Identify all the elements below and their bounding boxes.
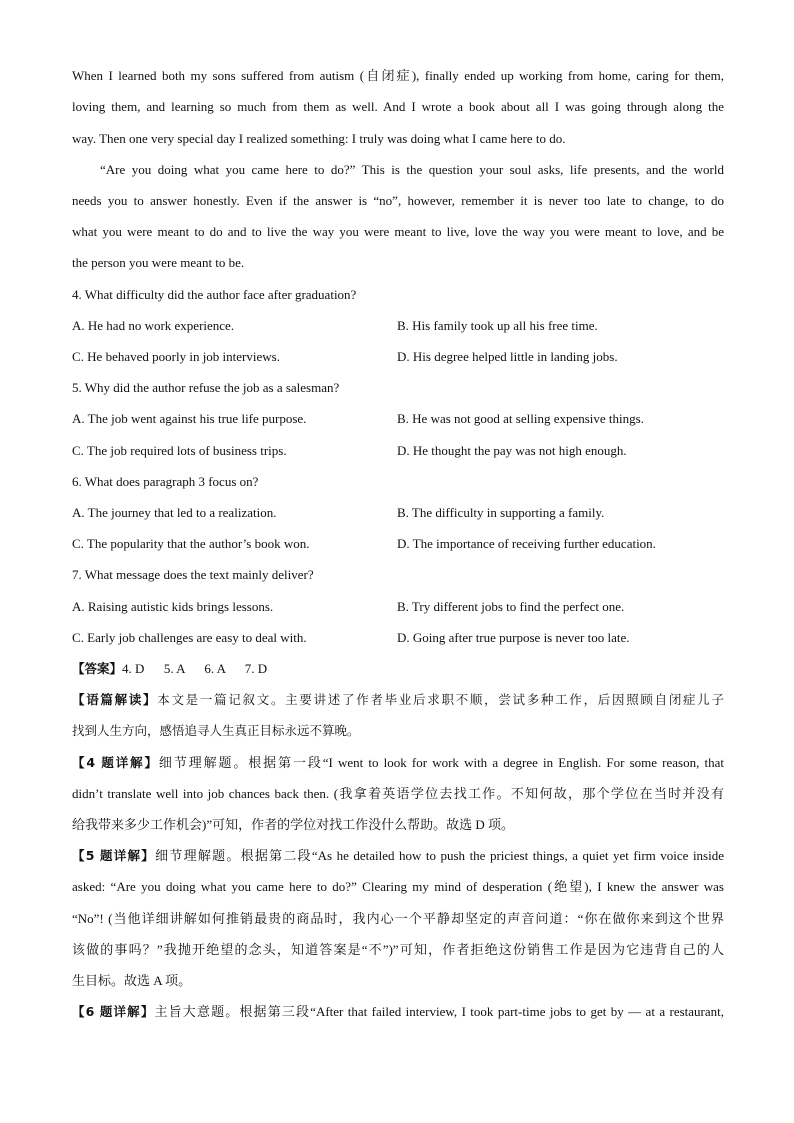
q4-text: 细节理解题。根据第一段“I went to look for work with a degree in English. For some reason, that [158, 755, 724, 770]
option-c: C. The job required lots of business trips. [72, 443, 287, 458]
q4-explain-line: didn’t translate well into job chances back then. (我拿着英语学位去找工作。不知何故，那个学位在当时并没有 [72, 786, 724, 801]
overview-text: 本文是一篇记叙文。主要讲述了作者毕业后求职不顺，尝试多种工作，后因照顾自闭症儿子 [157, 692, 724, 707]
option-a: A. The journey that led to a realization. [72, 505, 277, 520]
option-a: A. Raising autistic kids brings lessons. [72, 599, 274, 614]
answer-tag: 【答案】 [72, 661, 123, 676]
answer-line [72, 659, 724, 679]
q6-text: 主旨大意题。根据第三段“After that failed interview, I took part-time jobs to get by — at a restaurant, [154, 1004, 725, 1019]
passage-line: way. Then one very special day I realized something: I truly was doing what I came here to do. [72, 131, 566, 146]
option-d: D. His degree helped little in landing jobs. [397, 349, 618, 364]
option-b: B. He was not good at selling expensive things. [397, 411, 644, 426]
question-stem: 5. Why did the author refuse the job as a salesman? [72, 380, 340, 395]
q6-explain-line [72, 1002, 724, 1022]
q5-text: 细节理解题。根据第二段“As he detailed how to push the priciest things, a quiet yet firm voice inside [155, 848, 724, 863]
option-c: C. Early job challenges are easy to deal with. [72, 630, 307, 645]
q5-explain-line: asked: “Are you doing what you came here to do?” Clearing my mind of desperation (绝望), I knew the answer was [72, 879, 724, 894]
option-c: C. The popularity that the author’s book won. [72, 536, 310, 551]
option-a: A. He had no work experience. [72, 318, 235, 333]
option-b: B. His family took up all his free time. [397, 318, 598, 333]
q5-explain-line [72, 846, 724, 866]
answer-text: 4. D 5. A 6. A 7. D [122, 661, 268, 676]
option-a: A. The job went against his true life purpose. [72, 411, 307, 426]
option-b: B. The difficulty in supporting a family. [397, 505, 605, 520]
overview-line: 找到人生方向，感悟追寻人生真正目标永远不算晚。 [72, 723, 360, 738]
q4-tag: 【4 题详解】 [72, 755, 159, 770]
option-b: B. Try different jobs to find the perfect one. [397, 599, 625, 614]
passage-line: what you were meant to do and to live the way you were meant to live, love the way you were meant to love, and be [72, 224, 724, 239]
option-d: D. The importance of receiving further education. [397, 536, 656, 551]
q5-tag: 【5 题详解】 [72, 848, 156, 863]
overview-tag: 【语篇解读】 [72, 692, 158, 707]
q4-explain-line [72, 753, 724, 773]
overview-line [72, 690, 724, 710]
passage-line: “Are you doing what you came here to do?” This is the question your soul asks, life presents, and the world [100, 162, 724, 177]
passage-line: the person you were meant to be. [72, 255, 245, 270]
q5-explain-line: 该做的事吗？”我抛开绝望的念头，知道答案是“不”)”可知，作者拒绝这份销售工作是因为它违背自己的人 [72, 942, 724, 957]
option-d: D. He thought the pay was not high enough. [397, 443, 627, 458]
passage-line: loving them, and learning so much from them as well. And I wrote a book about all I was going through along the [72, 99, 724, 114]
q5-explain-line: 生目标。故选 A 项。 [72, 973, 192, 988]
q5-explain-line: “No”! (当他详细讲解如何推销最贵的商品时，我内心一个平静却坚定的声音问道：“你在做你来到这个世界 [72, 911, 724, 926]
q4-explain-line: 给我带来多少工作机会)”可知，作者的学位对找工作没什么帮助。故选 D 项。 [72, 817, 514, 832]
option-d: D. Going after true purpose is never too late. [397, 630, 630, 645]
option-c: C. He behaved poorly in job interviews. [72, 349, 280, 364]
passage-line: When I learned both my sons suffered from autism (自闭症), finally ended up working from home, caring for them, [72, 68, 724, 83]
question-stem: 4. What difficulty did the author face after graduation? [72, 287, 357, 302]
question-stem: 6. What does paragraph 3 focus on? [72, 474, 259, 489]
question-stem: 7. What message does the text mainly deliver? [72, 567, 314, 582]
passage-line: needs you to answer honestly. Even if the answer is “no”, however, remember it is never too late to change, to do [72, 193, 724, 208]
q6-tag: 【6 题详解】 [72, 1004, 155, 1019]
